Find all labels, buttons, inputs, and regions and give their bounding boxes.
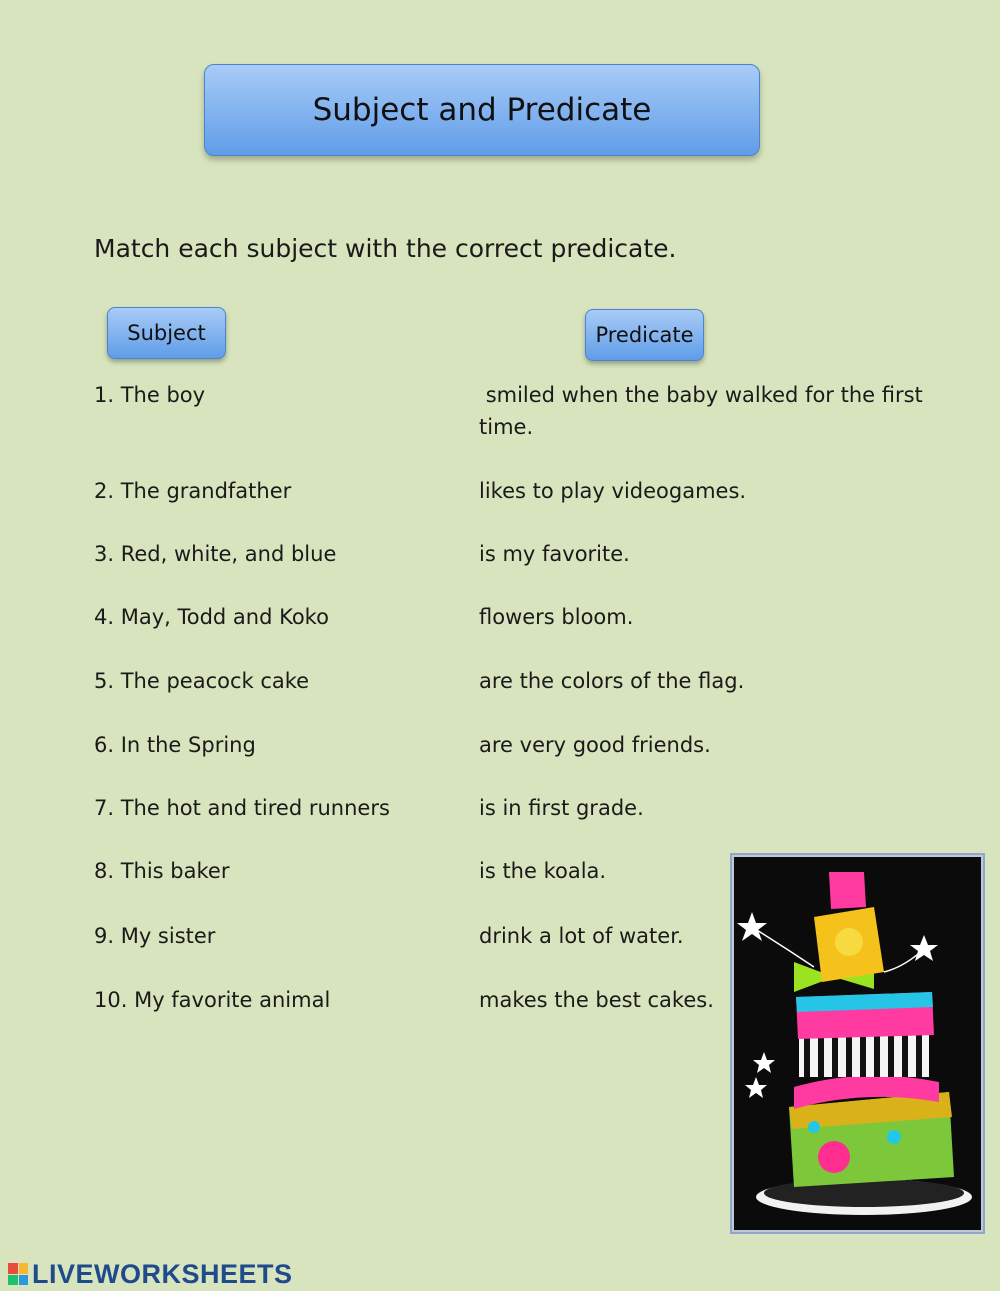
logo-text: LIVEWORKSHEETS xyxy=(32,1258,293,1289)
subject-item-9[interactable]: 9. My sister xyxy=(94,924,216,948)
logo-icon xyxy=(8,1263,28,1285)
subject-item-3[interactable]: 3. Red, white, and blue xyxy=(94,542,337,566)
predicate-item-9[interactable]: drink a lot of water. xyxy=(479,924,684,948)
predicate-item-3[interactable]: is my favorite. xyxy=(479,542,630,566)
predicate-item-5[interactable]: are the colors of the flag. xyxy=(479,669,745,693)
predicate-column-button[interactable]: Predicate xyxy=(585,309,704,361)
page-title: Subject and Predicate xyxy=(312,92,652,128)
subject-item-10[interactable]: 10. My favorite animal xyxy=(94,988,331,1012)
subject-column-button[interactable]: Subject xyxy=(107,307,226,359)
cake-photo xyxy=(732,855,983,1232)
predicate-item-1[interactable]: smiled when the baby walked for the first time. xyxy=(479,383,930,439)
predicate-item-8[interactable]: is the koala. xyxy=(479,859,607,883)
title-banner xyxy=(204,64,760,156)
subject-item-6[interactable]: 6. In the Spring xyxy=(94,733,256,757)
predicate-item-2[interactable]: likes to play videogames. xyxy=(479,479,747,503)
subject-item-5[interactable]: 5. The peacock cake xyxy=(94,669,310,693)
subject-item-4[interactable]: 4. May, Todd and Koko xyxy=(94,605,329,629)
instruction-text: Match each subject with the correct predicate. xyxy=(94,234,677,263)
subject-item-2[interactable]: 2. The grandfather xyxy=(94,479,292,503)
cake-illustration xyxy=(734,857,981,1230)
liveworksheets-logo[interactable] xyxy=(8,1260,293,1288)
predicate-item-6[interactable]: are very good friends. xyxy=(479,733,711,757)
subject-item-7[interactable]: 7. The hot and tired runners xyxy=(94,796,390,820)
predicate-item-10[interactable]: makes the best cakes. xyxy=(479,988,714,1012)
subject-item-1[interactable]: 1. The boy xyxy=(94,383,206,407)
predicate-item-4[interactable]: flowers bloom. xyxy=(479,605,634,629)
predicate-item-7[interactable]: is in first grade. xyxy=(479,796,644,820)
subject-item-8[interactable]: 8. This baker xyxy=(94,859,230,883)
